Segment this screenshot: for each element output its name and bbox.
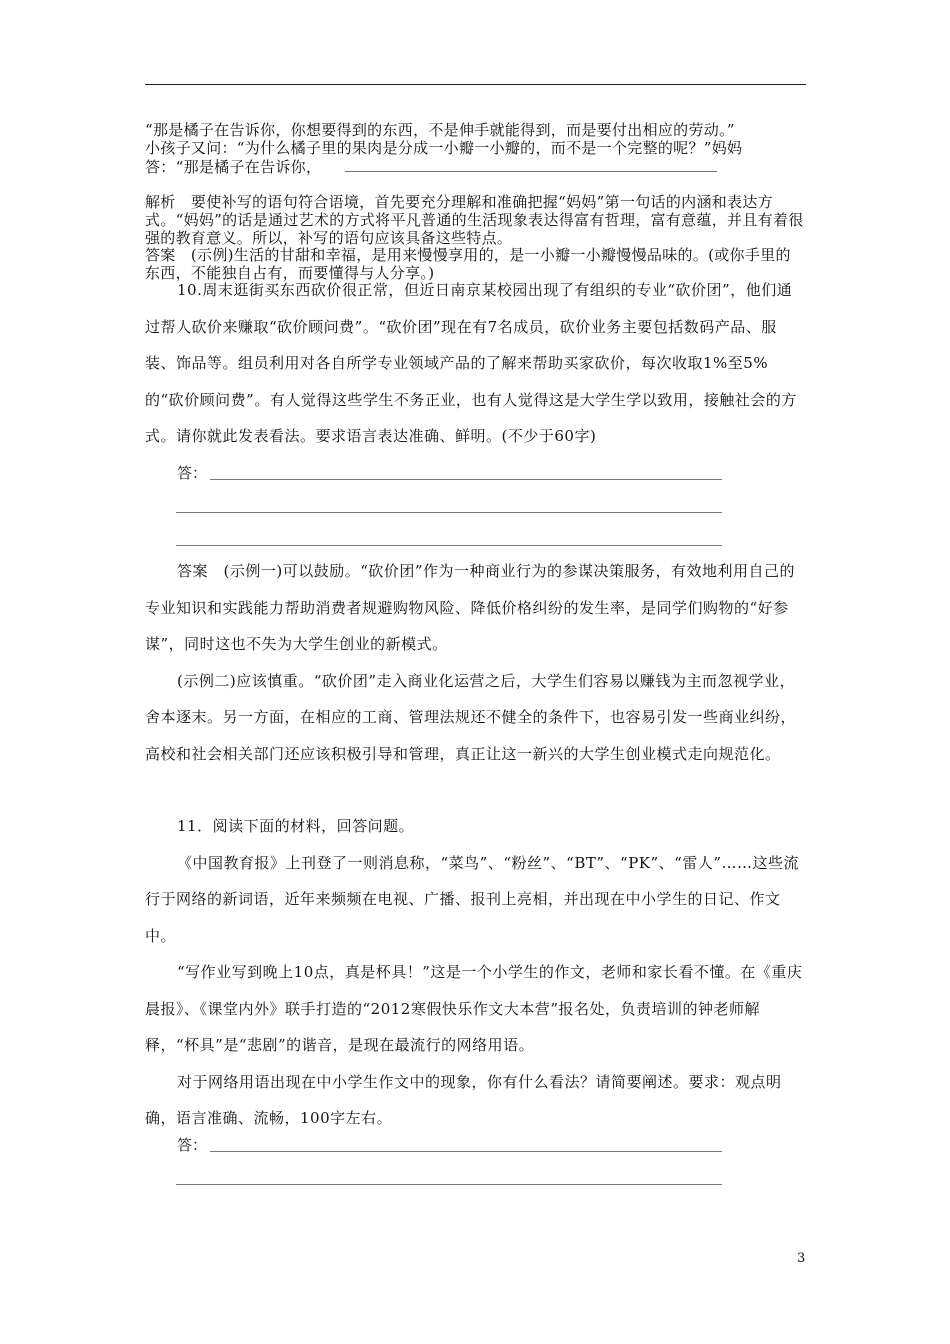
question-10	[145, 272, 806, 455]
question-9-block	[145, 121, 806, 176]
question-11	[145, 808, 806, 1137]
q10-answer-line-2[interactable]	[176, 512, 722, 513]
answer-10	[145, 553, 806, 772]
q10-answer-line-1[interactable]	[210, 479, 722, 480]
q11-p3: 对于网络用语出现在中小学生作文中的现象，你有什么看法？请简要阐述。要求：观点明确，语言准确、流畅，100字左右。	[145, 1072, 782, 1127]
q11-answer-line-2[interactable]	[176, 1184, 722, 1185]
analysis-block	[145, 193, 806, 247]
q9-line-1: “那是橘子在告诉你，你想要得到的东西，不是伸手就能得到，而是要付出相应的劳动。”	[145, 121, 735, 139]
q9-answer-blank[interactable]	[345, 157, 717, 172]
q9-line-2: 小孩子又问：“为什么橘子里的果肉是分成一小瓣一小瓣的，而不是一个完整的呢？”妈妈	[145, 139, 743, 157]
page-number: 3	[797, 1251, 806, 1266]
answer-10-p1: 答案 (示例一)可以鼓励。“砍价团”作为一种商业行为的参谋决策服务，有效地利用自己的专业知识和实践能力帮助消费者规避购物风险、降低价格纠纷的发生率，是同学们购物的“好参谋”，同时这也不失为大学生创业的新模式。	[145, 562, 796, 653]
q10-text: 10.周末逛街买东西砍价很正常，但近日南京某校园出现了有组织的专业“砍价团”，他们通过帮人砍价来赚取“砍价顾问费”。“砍价团”现在有7名成员，砍价业务主要包括数码产品、服装、饰品等。组员利用对各自所学专业领域产品的了解来帮助买家砍价，每次收取1%至5%的“砍价顾问费”。有人觉得这些学生不务正业，也有人觉得这是大学生学以致用，接触社会的方式。请你就此发表看法。要求语言表达准确、鲜明。(不少于60字)	[145, 281, 797, 445]
q11-p2: “写作业写到晚上10点，真是杯具！”这是一个小学生的作文，老师和家长看不懂。在《重庆晨报》、《课堂内外》联手打造的“2012寒假快乐作文大本营”报名处，负责培训的钟老师解释，“杯具”是“悲剧”的谐音，是现在最流行的网络用语。	[145, 963, 803, 1054]
header-rule	[145, 84, 806, 85]
answer-9-text: 答案 (示例)生活的甘甜和幸福，是用来慢慢享用的，是一小瓣一小瓣慢慢品味的。(或你手里的东西，不能独自占有，而要懂得与人分享。)	[145, 246, 791, 282]
q9-line-3-text: 答：“那是橘子在告诉你，	[145, 158, 322, 176]
q10-answer-line-3[interactable]	[176, 545, 722, 546]
answer-10-p2: (示例二)应该慎重。“砍价团”走入商业化运营之后，大学生们容易以赚钱为主而忽视学业，舍本逐末。另一方面，在相应的工商、管理法规还不健全的条件下，也容易引发一些商业纠纷，高校和社会相关部门还应该积极引导和管理，真正让这一新兴的大学生创业模式走向规范化。	[145, 671, 797, 763]
q10-answer-label: 答：	[177, 464, 208, 482]
q9-line-3	[145, 157, 806, 176]
analysis-text: 解析 要使补写的语句符合语境，首先要充分理解和准确把握“妈妈”第一句话的内涵和表达方式。“妈妈”的话是通过艺术的方式将平凡普通的生活现象表达得富有哲理，富有意蕴，并且有着很强的教育意义。所以，补写的语句应该具备这些特点。	[145, 193, 804, 247]
q11-answer-line-1[interactable]	[210, 1151, 722, 1152]
q11-title: 11．阅读下面的材料，回答问题。	[177, 817, 415, 835]
q11-p1: 《中国教育报》上刊登了一则消息称，“菜鸟”、“粉丝”、“BT”、“PK”、“雷人”……这些流行于网络的新词语，近年来频频在电视、广播、报刊上亮相，并出现在中小学生的日记、作文中。	[145, 853, 800, 945]
q11-answer-label: 答：	[177, 1136, 208, 1154]
